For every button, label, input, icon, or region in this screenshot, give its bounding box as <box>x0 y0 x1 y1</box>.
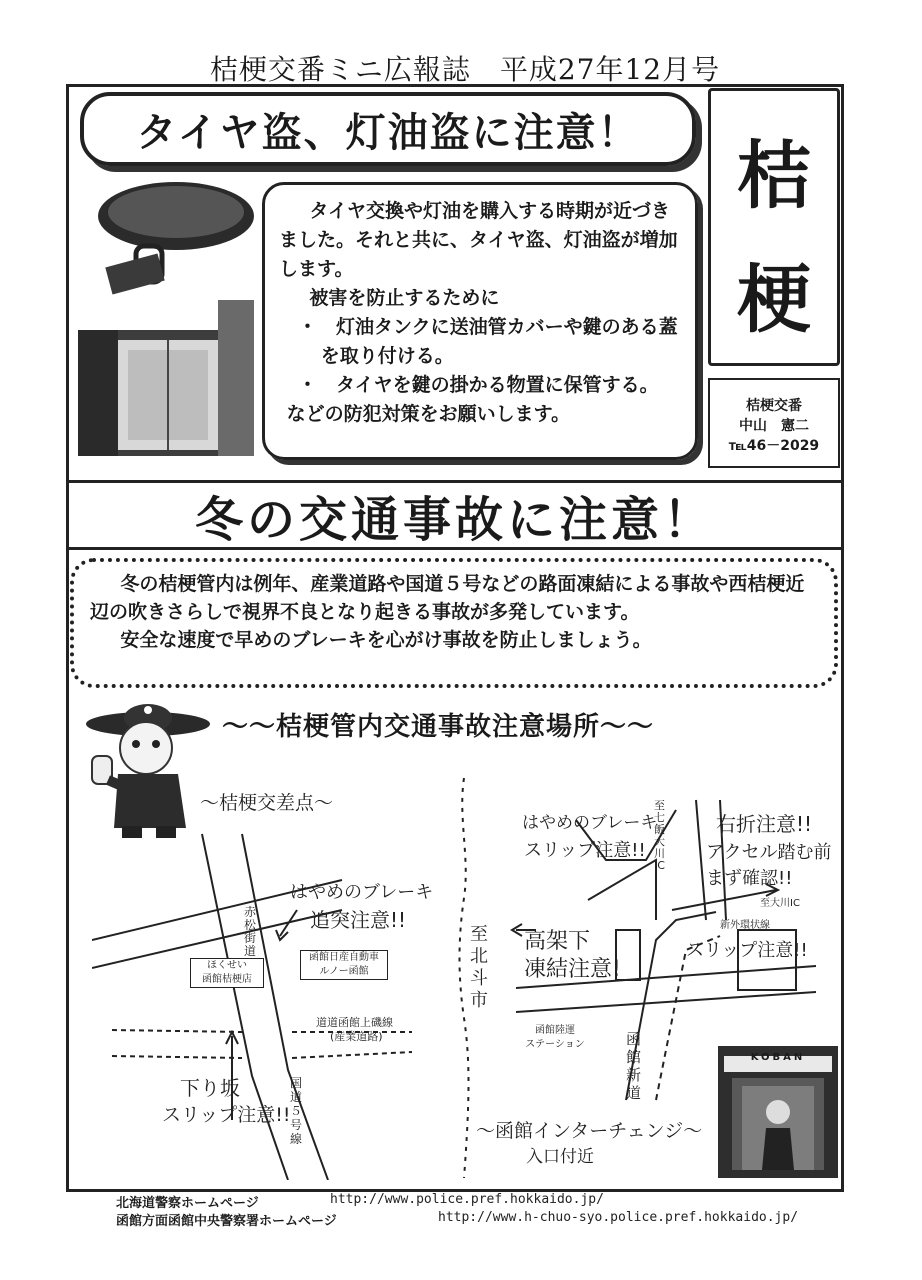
footer-label-1: 北海道警察ホームページ <box>116 1196 259 1211</box>
left-note-brake: はやめのブレーキ <box>290 882 434 903</box>
police-mascot-illustration <box>78 700 214 840</box>
left-road-route5: 国道５号線 <box>290 1076 303 1146</box>
contact-koban: 桔梗交番 <box>746 398 802 414</box>
right-note-brake2: スリップ注意!! <box>524 840 646 861</box>
section2-para1: 冬の桔梗管内は例年、産業道路や国道５号などの路面凍結による事故や西桔梗近辺の吹きさらしで視界不良となり起きる事故が多発しています。 <box>90 573 805 623</box>
left-shop-nissan <box>300 950 388 980</box>
right-note-brake1: はやめのブレーキ <box>522 813 658 833</box>
contact-card <box>708 378 840 468</box>
tank-lock-illustration <box>78 176 258 296</box>
left-road-sangyo1: 道道函館上磯線 <box>316 1016 393 1029</box>
right-station-l1: 函館陸運 <box>535 1025 575 1036</box>
right-note-turn3: まず確認!! <box>706 868 793 889</box>
right-caption1: ～函館インターチェンジ～ <box>476 1120 703 1142</box>
left-shop-hokusei <box>190 958 264 988</box>
left-road-sangyo2: (産業道路) <box>330 1030 383 1043</box>
right-note-bridge2: 凍結注意! <box>524 957 621 982</box>
koban-sign: KOBAN <box>750 1052 806 1063</box>
right-shinkansen: 新外環状線 <box>720 920 770 931</box>
right-note-turn1: 右折注意!! <box>716 812 813 836</box>
left-note-slope2: スリップ注意!! <box>162 1104 291 1126</box>
left-road-akamatsu: 赤松街道 <box>244 905 257 958</box>
footer-label-2: 函館方面函館中央警察署ホームページ <box>116 1214 337 1229</box>
section1-title: タイヤ盗、灯油盗に注意！ <box>80 92 696 166</box>
right-ic-label2: 至大川IC <box>760 898 800 909</box>
section1-para2: 被害を防止するために <box>309 287 500 309</box>
section1-bullet2: ・ タイヤを鍵の掛かる物置に保管する。 <box>298 374 659 396</box>
contact-officer: 中山 憲二 <box>739 418 809 434</box>
left-shop-hokusei-l1: ほくせい <box>207 960 247 971</box>
vertical-title-char-2: 梗 <box>737 257 811 343</box>
koban-illustration <box>718 1046 838 1178</box>
left-map-caption: ～桔梗交差点～ <box>200 792 334 814</box>
newsletter-header: 桔梗交番ミニ広報誌 平成27年12月号 <box>209 53 721 86</box>
left-note-slope1: 下り坂 <box>180 1076 240 1100</box>
vertical-title-box <box>708 88 840 366</box>
storage-shed-illustration <box>78 300 254 456</box>
right-station <box>522 1024 588 1052</box>
section1-bullet1: ・ 灯油タンクに送油管カバーや鍵のある蓋を取り付ける。 <box>298 316 678 367</box>
left-shop-hokusei-l2: 函館桔梗店 <box>202 974 252 985</box>
section2-title: 冬の交通事故に注意！ <box>66 480 844 550</box>
footer-url-1[interactable]: http://www.police.pref.hokkaido.jp/ <box>330 1192 604 1207</box>
section2-textbox <box>70 558 838 688</box>
right-note-slip: スリップ注意!! <box>686 940 808 961</box>
right-direction: 至北斗市 <box>470 924 488 1011</box>
section1-para3: などの防犯対策をお願いします。 <box>286 403 571 425</box>
vertical-title-char-1: 桔 <box>737 133 811 219</box>
contact-phone: ℡46－2029 <box>728 438 820 454</box>
right-caption2: 入口付近 <box>526 1147 594 1167</box>
accident-spots-subtitle: ～～桔梗管内交通事故注意場所～～ <box>222 712 655 742</box>
right-note-turn2: アクセル踏む前 <box>706 842 832 863</box>
right-road-hakodate: 函館新道 <box>626 1030 642 1102</box>
section1-textbox <box>262 182 698 460</box>
left-shop-nissan-l2: ルノー函館 <box>319 966 369 977</box>
section1-para1: タイヤ交換や灯油を購入する時期が近づきました。それと共に、タイヤ盗、灯油盗が増加します。 <box>279 200 678 280</box>
section2-para2: 安全な速度で早めのブレーキを心がけ事故を防止しましょう。 <box>120 629 652 651</box>
footer-url-2[interactable]: http://www.h-chuo-syo.police.pref.hokkaido.jp/ <box>438 1210 799 1225</box>
left-shop-nissan-l1: 函館日産自動車 <box>309 952 379 963</box>
right-note-bridge1: 高架下 <box>524 929 591 954</box>
right-ic-label: 至七飯大川IC <box>654 799 665 872</box>
right-station-l2: ステーション <box>525 1039 585 1050</box>
left-note-rear: 追突注意!! <box>310 908 407 932</box>
